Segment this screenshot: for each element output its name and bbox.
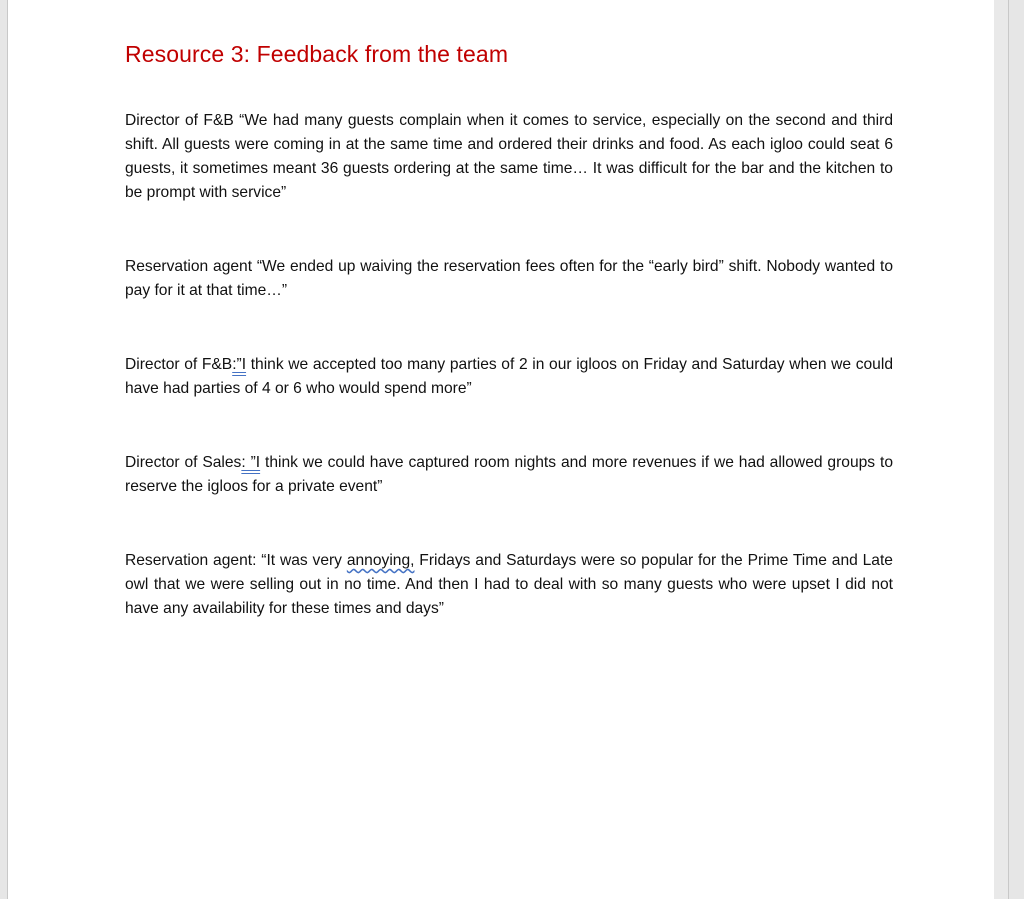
document-page (7, 0, 1009, 899)
grammar-flag[interactable]: : ”I (241, 454, 261, 471)
document-body[interactable] (125, 36, 893, 621)
feedback-paragraph-reservation-agent: Reservation agent “We ended up waiving the reservation fees often for the “early bird” shift. Nobody wanted to pay for it at that time…” (125, 258, 893, 299)
feedback-paragraph-fb-director-parties (125, 353, 893, 401)
paragraph-text: Reservation agent: “It was very (125, 552, 347, 569)
paragraph-text: think we accepted too many parties of 2 in our igloos on Friday and Saturday when we could have had parties of 4 or 6 who would spend more” (125, 356, 893, 397)
paragraph-text: Fridays and Saturdays were so popular for the Prime Time and Late owl that we were selling out in no time. And then I had to deal with so many guests who were upset I did not have any availability for these times and days” (125, 552, 893, 617)
vertical-scrollbar[interactable] (994, 0, 1008, 899)
grammar-flag[interactable]: :”I (232, 356, 247, 373)
paragraph-text: Director of Sales (125, 454, 242, 471)
feedback-paragraph-reservation-agent-availability (125, 549, 893, 621)
spelling-flag[interactable]: annoying, (346, 552, 415, 569)
feedback-paragraph-sales-director (125, 451, 893, 499)
paragraph-text: think we could have captured room nights and more revenues if we had allowed groups to reserve the igloos for a private event” (125, 454, 893, 495)
paragraph-text: Director of F&B (125, 356, 233, 373)
feedback-paragraph-fb-director: Director of F&B “We had many guests complain when it comes to service, especially on the second and third shift. All guests were coming in at the same time and ordered their drinks and food. As each igloo could seat 6 guests, it sometimes meant 36 guests ordering at the same time… It was difficult for the bar and the kitchen to be prompt with service” (125, 112, 893, 201)
resource-heading: Resource 3: Feedback from the team (125, 41, 509, 67)
